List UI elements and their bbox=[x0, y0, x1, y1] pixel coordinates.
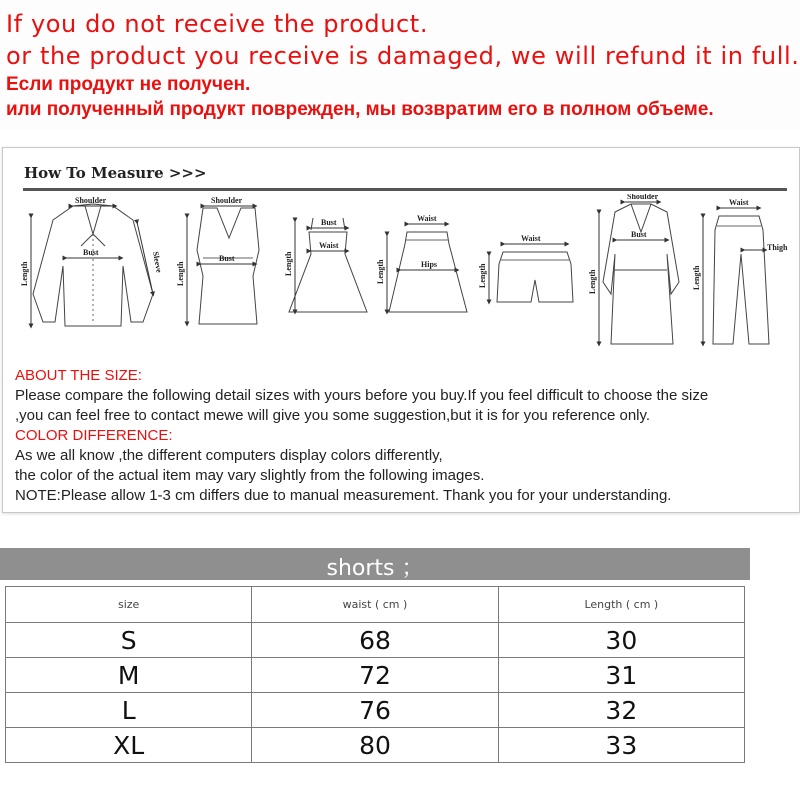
size-chart-title: shorts ； bbox=[326, 556, 424, 581]
skirt-figure bbox=[376, 214, 467, 312]
size-cell: L bbox=[6, 693, 252, 728]
label-length: Length bbox=[588, 269, 597, 294]
about-size-text-1: Please compare the following detail sizes with yours before you buy.If you feel difficult to choose the size bbox=[15, 387, 709, 404]
label-waist: Waist bbox=[521, 234, 541, 243]
length-cell: 30 bbox=[498, 623, 744, 658]
column-header-size: size bbox=[6, 587, 252, 623]
length-cell: 31 bbox=[498, 658, 744, 693]
label-hips: Hips bbox=[421, 260, 438, 269]
label-sleeve: Sleeve bbox=[151, 250, 164, 274]
color-difference-text-2: the color of the actual item may vary slightly from the following images. bbox=[15, 467, 485, 484]
length-cell: 33 bbox=[498, 728, 744, 763]
table-row bbox=[6, 623, 745, 658]
label-shoulder: Shoulder bbox=[75, 196, 107, 205]
blouse-figure bbox=[20, 196, 164, 326]
table-row bbox=[6, 693, 745, 728]
waist-cell: 72 bbox=[252, 658, 498, 693]
size-cell: M bbox=[6, 658, 252, 693]
label-bust: Bust bbox=[83, 248, 99, 257]
about-size-heading: ABOUT THE SIZE: bbox=[15, 367, 142, 384]
title-divider bbox=[23, 188, 787, 191]
label-bust: Bust bbox=[321, 218, 337, 227]
about-size-text-2: ,you can feel free to contact mewe will give you some suggestion,but it is for you reference only. bbox=[15, 407, 651, 424]
measurement-note: NOTE:Please allow 1-3 cm differs due to manual measurement. Thank you for your understanding. bbox=[15, 487, 672, 504]
label-shoulder: Shoulder bbox=[627, 194, 659, 201]
label-length: Length bbox=[20, 261, 29, 286]
table-row bbox=[6, 728, 745, 763]
size-cell: S bbox=[6, 623, 252, 658]
label-thigh: Thigh bbox=[767, 243, 788, 252]
label-bust: Bust bbox=[631, 230, 647, 239]
table-row bbox=[6, 658, 745, 693]
column-header-length: Length ( cm ) bbox=[498, 587, 744, 623]
size-cell: XL bbox=[6, 728, 252, 763]
refund-banner bbox=[0, 0, 800, 130]
coat-figure bbox=[588, 194, 679, 344]
how-to-measure-title: How To Measure >>> bbox=[24, 164, 207, 182]
vest-figure bbox=[176, 196, 259, 324]
waist-cell: 68 bbox=[252, 623, 498, 658]
size-chart-header-bar bbox=[0, 548, 750, 580]
shorts-size-chart bbox=[0, 548, 750, 768]
waist-cell: 80 bbox=[252, 728, 498, 763]
color-difference-text-1: As we all know ,the different computers display colors differently, bbox=[15, 447, 443, 464]
label-waist: Waist bbox=[319, 241, 339, 250]
label-length: Length bbox=[478, 263, 487, 288]
column-header-waist: waist ( cm ) bbox=[252, 587, 498, 623]
shorts-figure bbox=[478, 234, 573, 302]
label-shoulder: Shoulder bbox=[211, 196, 243, 205]
label-length: Length bbox=[284, 251, 293, 276]
label-waist: Waist bbox=[729, 198, 749, 207]
refund-line-2: or the product you receive is damaged, we will refund it in full. bbox=[6, 42, 800, 70]
length-cell: 32 bbox=[498, 693, 744, 728]
size-guide-panel bbox=[2, 147, 800, 513]
waist-cell: 76 bbox=[252, 693, 498, 728]
color-difference-heading: COLOR DIFFERENCE: bbox=[15, 427, 173, 444]
label-length: Length bbox=[692, 265, 701, 290]
label-bust: Bust bbox=[219, 254, 235, 263]
trousers-figure bbox=[692, 198, 788, 344]
label-length: Length bbox=[376, 259, 385, 284]
table-header-row bbox=[6, 587, 745, 623]
refund-line-1: If you do not receive the product. bbox=[6, 10, 429, 38]
size-table bbox=[5, 586, 745, 763]
label-length: Length bbox=[176, 261, 185, 286]
refund-line-4-ru: или полученный продукт поврежден, мы возвратим его в полном объеме. bbox=[6, 99, 714, 120]
label-waist: Waist bbox=[417, 214, 437, 223]
dress-figure bbox=[284, 218, 367, 312]
refund-line-3-ru: Если продукт не получен. bbox=[6, 74, 251, 95]
measurement-illustrations bbox=[3, 194, 799, 364]
